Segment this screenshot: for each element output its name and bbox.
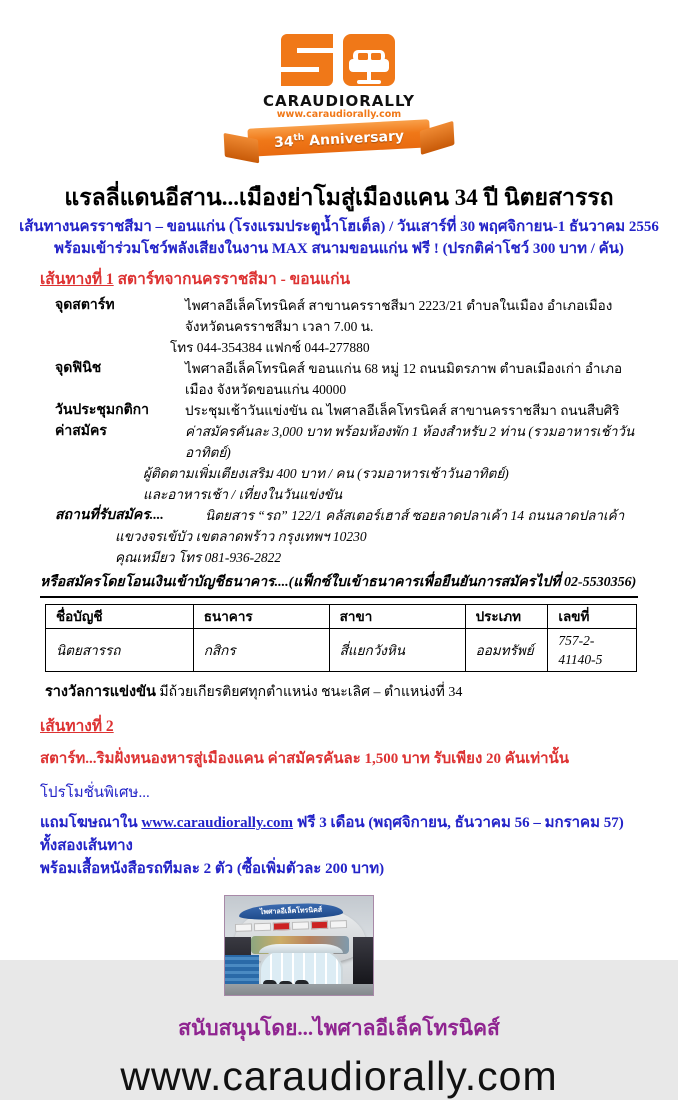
page-title: แรลลี่แดนอีสาน...เมืองย่าโมสู่เมืองแคน 34 ปี นิตยสารรถ xyxy=(64,185,614,210)
logo-sa-car-icon xyxy=(281,34,397,86)
subtitle-line-2: พร้อมเข้าร่วมโชว์พลังเสียงในงาน MAX สนามขอนแก่น ฟรี ! (ปรกติค่าโชว์ 300 บาท / คัน) xyxy=(54,241,624,257)
fee-value-line3: และอาหารเช้า / เที่ยงในวันแข่งขัน xyxy=(143,487,343,502)
apply-place-line2: แขวงจรเข้บัว เขตลาดพร้าว กรุงเทพฯ 10230 xyxy=(115,529,367,544)
logo-block xyxy=(0,0,678,164)
fee-label: ค่าสมัคร xyxy=(55,424,107,439)
fee-value-line2: ผู้ติดตามเพิ่มเตียงเสริม 400 บาท / คน (รวมอาหารเช้าวันอาทิตย์) xyxy=(143,466,509,481)
cell-type: ออมทรัพย์ xyxy=(465,629,548,672)
col-account-name: ชื่อบัญชี xyxy=(46,605,194,629)
start-phone: โทร 044-354384 แฟกซ์ 044-277880 xyxy=(170,340,370,355)
start-label: จุดสตาร์ท xyxy=(55,298,115,313)
store-photo xyxy=(224,895,374,996)
subtitle-line-1: เส้นทางนครราชสีมา – ขอนแก่น (โรงแรมประตูน้ำโฮเต็ล) / วันเสาร์ที่ 30 พฤศจิกายน-1 ธันวาคม 2556 xyxy=(19,219,659,235)
bank-account-table xyxy=(45,604,637,672)
brand-logo-tile-red xyxy=(311,921,328,930)
store-ground xyxy=(225,984,373,995)
bank-transfer-line: หรือสมัครโดยโอนเงินเข้าบัญชีธนาคาร....(แฟ็กซ์ใบเข้าธนาคารเพื่อยืนยันการสมัครไปที่ 02-5530356) xyxy=(40,571,638,598)
detail-row-fee xyxy=(55,421,640,463)
bank-table-header-row xyxy=(46,605,637,629)
brand-logo-tile xyxy=(254,923,271,932)
col-number: เลขที่ xyxy=(548,605,637,629)
start-value: ไพศาลอีเล็คโทรนิคส์ สาขานครราชสีมา 2223/21 ตำบลในเมือง อำเภอเมือง จังหวัดนครราชสีมา เวลา 7.00 น. xyxy=(185,298,613,334)
sponsor-line: สนับสนุนโดย...ไพศาลอีเล็คโทรนิคส์ xyxy=(178,1016,500,1040)
detail-row-meeting xyxy=(55,400,640,421)
cell-account-name: นิตยสารรถ xyxy=(46,629,194,672)
anniversary-ribbon-text xyxy=(247,119,430,156)
brand-logo-tile xyxy=(330,920,347,929)
apply-place-line3: คุณเหมียว โทร 081-936-2822 xyxy=(115,550,282,565)
route2-description: สตาร์ท...ริมฝั่งหนองหารสู่เมืองแคน ค่าสมัครคันละ 1,500 บาท รับเพียง 20 คันเท่านั้น xyxy=(40,751,570,767)
route1-heading-number: เส้นทางที่ 1 xyxy=(40,271,114,288)
award-text: มีถ้วยเกียรติยศทุกตำแหน่ง ชนะเลิศ – ตำแหน่งที่ 34 xyxy=(155,685,463,700)
cell-branch: สี่แยกวังหิน xyxy=(329,629,465,672)
route1-heading-rest: สตาร์ทจากนครราชสีมา - ขอนแก่น xyxy=(113,271,351,288)
detail-row-finish xyxy=(55,358,640,400)
detail-row-start xyxy=(55,295,640,337)
promo-line2-prefix: แถมโฆษณาใน xyxy=(40,815,142,831)
cell-bank: กสิกร xyxy=(193,629,329,672)
ribbon-ordinal: th xyxy=(293,132,305,144)
detail-row-apply-place xyxy=(55,505,640,526)
col-branch: สาขา xyxy=(329,605,465,629)
brand-logo-tile xyxy=(292,921,309,930)
footer-website-url: www.caraudiorally.com xyxy=(120,1053,558,1099)
logo-brand-text: CARAUDIORALLY xyxy=(262,92,416,110)
meeting-label: วันประชุมกติกา xyxy=(55,403,149,418)
promo-line2-suffix: ฟรี 3 เดือน (พฤศจิกายน, ธันวาคม 56 – มกราคม 57) ทั้งสองเส้นทาง xyxy=(40,815,624,854)
fee-value-line1: ค่าสมัครคันละ 3,000 บาท พร้อมห้องพัก 1 ห้องสำหรับ 2 ท่าน (รวมอาหารเช้าวันอาทิตย์) xyxy=(185,424,635,460)
promo-website-link[interactable]: www.caraudiorally.com xyxy=(141,815,294,831)
caraudiorally-logo-icon xyxy=(281,34,397,91)
store-sidewall xyxy=(225,955,259,985)
store-sign: ไพศาลอีเล็คโทรนิคส์ xyxy=(239,902,343,921)
cell-number: 757-2-41140-5 xyxy=(548,629,637,672)
anniversary-ribbon xyxy=(0,124,678,164)
meeting-value: ประชุมเช้าวันแข่งขัน ณ ไพศาลอีเล็คโทรนิคส์ สาขานครราชสีมา ถนนสืบศิริ xyxy=(185,403,620,418)
apply-place-line1: นิตยสาร “รถ” 122/1 คลัสเตอร์เฮาส์ ซอยลาดปลาเค้า 14 ถนนลาดปลาเค้า xyxy=(205,508,625,523)
brand-logo-tile-red xyxy=(273,922,290,931)
promo-detail-lines xyxy=(40,812,638,881)
route1-heading xyxy=(40,266,638,291)
logo-site-text: www.caraudiorally.com xyxy=(276,109,402,120)
ribbon-rest: Anniversary xyxy=(303,128,405,150)
col-bank: ธนาคาร xyxy=(193,605,329,629)
store-pillar-right xyxy=(353,937,373,985)
award-label: รางวัลการแข่งขัน xyxy=(45,684,156,700)
route2-heading: เส้นทางที่ 2 xyxy=(40,718,114,735)
finish-label: จุดฟินิช xyxy=(55,361,102,376)
route1-details xyxy=(55,295,640,568)
col-type: ประเภท xyxy=(465,605,548,629)
brand-logo-tile xyxy=(235,923,252,932)
ribbon-number: 34 xyxy=(273,134,295,152)
promo-line3: พร้อมเสื้อหนังสือรถทีมละ 2 ตัว (ซื้อเพิ่มตัวละ 200 บาท) xyxy=(40,861,385,877)
apply-place-label: สถานที่รับสมัคร.... xyxy=(55,508,164,523)
finish-value: ไพศาลอีเล็คโทรนิคส์ ขอนแก่น 68 หมู่ 12 ถนนมิตรภาพ ตำบลเมืองเก่า อำเภอเมือง จังหวัดขอนแก่น 40000 xyxy=(185,361,623,397)
award-line xyxy=(45,680,638,703)
bank-table-data-row xyxy=(46,629,637,672)
promo-intro-line: โปรโมชั่นพิเศษ... xyxy=(40,785,150,801)
store-fascia xyxy=(259,944,343,953)
